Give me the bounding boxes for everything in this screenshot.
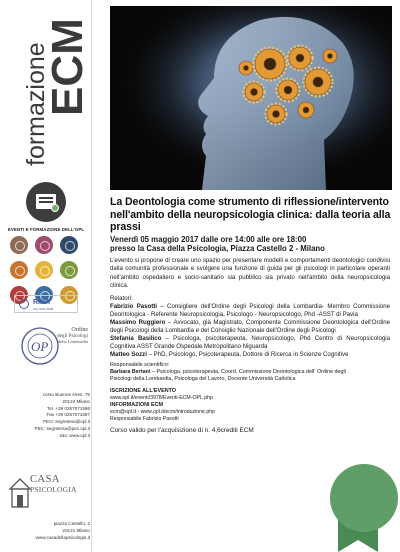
casa-address-line: 20121 Milano [62,527,90,533]
opl-name-l3: della Lombardia [57,339,88,344]
casa-name [30,474,77,494]
speaker-desc: – Avvocato, già Magistrato, Componente Commissione Deontologica dell'Ordine degli Psicologi della Lombardia e del Consiglio Nazionale dell'Ordine degli Psicologi [110,318,390,334]
speaker-desc: – PhD, Psicologo, Psicoterapeuta, Dottore di Ricerca in Scienze Cognitive [146,350,349,358]
speaker-item [110,351,390,359]
speaker-name: Massimo Ruggiero [110,318,166,326]
opl-address [4,392,90,440]
event-icon-1 [10,236,28,254]
ecm-credits-note: Corso valido per l'acquisizione di n. 4,6crediti ECM [110,426,254,434]
resp-name: Barbara Bertani [110,368,151,375]
opl-address-line: corso Buenos Aires, 75 [42,392,90,397]
info-ecm-label: INFORMAZIONI ECM [110,401,164,408]
opl-name-l1: Ordine [71,327,88,333]
event-venue: presso la Casa della Psicologia, Piazza Castello 2 - Milano [110,244,325,254]
opl-name-l2: degli Psicologi [57,333,88,339]
opl-name [4,327,88,344]
event-title: La Deontologia come strumento di riflessione/intervento nell'ambito della neuropsicologia clinica: dalla teoria alla prassi [110,196,391,234]
speaker-item [110,335,390,351]
svg-text:OP: OP [31,339,49,354]
ecm-award-badge-icon [328,462,400,552]
info-ecm-link[interactable]: ecm@opl.it - www.opl.it/ecm/introduzione.php [110,408,216,415]
rina-sub: ISO 9001:2008 [33,307,54,311]
resp-desc: – Psicologa, psicoterapeuta, Coord. Commissione Deontologica dell' Ordine degli Psicologi della Lombardia, Psicologa del Lavoro, Docente Università Cattolica [110,368,346,382]
opl-address-line: PEC: segreteria@pec.opl.it [34,425,90,431]
speaker-name: Stefania Basilico [110,334,162,342]
resp-item [110,369,360,383]
resp-label: Responsabile scientifico: [110,361,170,368]
events-title: EVENTI E FORMAZIONE DELL'OPL [7,227,85,232]
vertical-title-formazione: formazione [22,42,50,166]
event-icons-grid [10,236,82,304]
speaker-item [110,319,390,335]
event-icon-5 [35,261,53,279]
iscrizione-link[interactable]: www.opl.it/eventi/3978/Eventi-ECM-OPL.php [110,394,213,401]
iscrizione-label: ISCRIZIONE ALL'EVENTO [110,387,176,394]
hero-brain-gears-image [110,6,392,190]
sidebar [0,0,92,552]
casa-address [4,521,90,541]
relatori-label: Relatori: [110,295,133,303]
event-icon-2 [35,236,53,254]
info-responsabile: Responsabile Fabrizio Pasotti [110,415,179,422]
speaker-desc: – Consigliere dell'Ordine degli Psicologi della Lombardia- Membro Commissione Deontologica - Referente Neuropsicologia, Psicologo - Neuropsicologo, Phd -ASST di Pavia [110,303,390,319]
info-block [110,388,340,423]
casa-address-line: www.casadellapsicologia.it [35,534,90,540]
speaker-desc: – Psicologa, psicoterapeuta, Neuropsicologo, Phd Centro di Neuropsicologia Cognitiva ASST Grande Ospedale Metropolitano Niguarda [110,334,390,350]
event-date: Venerdì 05 maggio 2017 dalle ore 14:00 alle ore 18:00 [110,234,307,244]
opl-address-line: Tel. +39 0267071596 [46,405,90,411]
main-content [110,196,396,435]
casa-address-line: piazza Castello, 2 [53,521,90,526]
opl-address-line: PEO: segreteria@opl.it [42,419,90,425]
opl-address-line: 20124 Milano [62,398,90,404]
speaker-item [110,303,390,319]
certificate-icon [26,182,66,222]
opl-address-line: Fax +39 0267071597 [46,412,90,418]
rina-name: RINA [33,299,51,306]
event-icon-3 [60,236,78,254]
casa-name-l2: PSICOLOGIA [30,485,77,494]
casa-name-l1: CASA [30,474,61,485]
speaker-name: Matteo Sozzi [110,350,147,358]
event-icon-4 [10,261,28,279]
formazione-ecm-title [8,6,88,176]
rina-certification-logo [14,295,78,313]
event-intro: L'evento si propone di creare uno spazio per presentare modelli e comportamenti deontologici condivisi dalla comunità professionale e svolgere una funzione di guida per gli psicologi in particolare operanti nell'ambito ospedaliero e socio-sanitario sia pubblico sia privato nell'ambito della neuropsicologia clinica. [110,256,390,289]
opl-address-line: sito: www.opl.it [59,432,90,438]
event-icon-6 [60,261,78,279]
vertical-title-ecm: ECM [43,18,88,116]
speaker-name: Fabrizio Pasotti [110,303,158,311]
